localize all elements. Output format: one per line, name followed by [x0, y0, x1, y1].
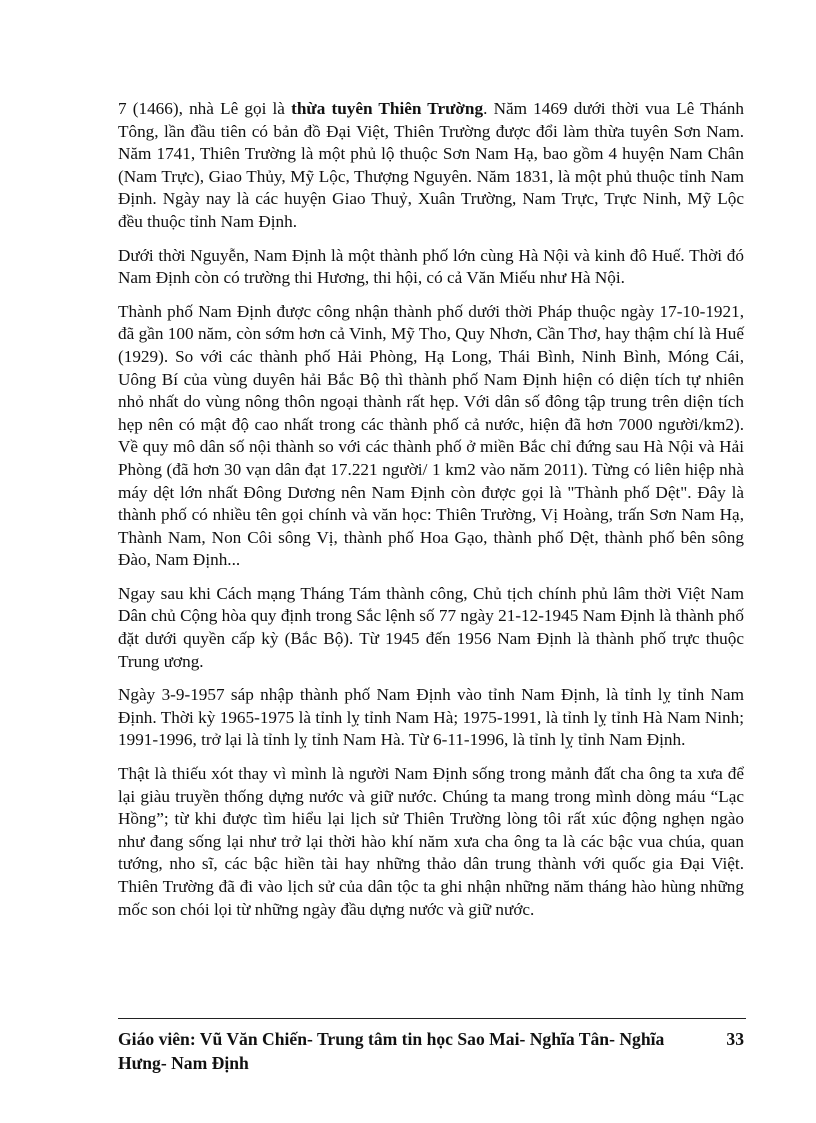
- footer-author-text: Giáo viên: Vũ Văn Chiến- Trung tâm tin học Sao Mai- Nghĩa Tân- Nghĩa Hưng- Nam Định: [118, 1029, 665, 1073]
- paragraph-text: 7 (1466), nhà Lê gọi là: [118, 99, 292, 118]
- paragraph-provincial-capital: Ngày 3-9-1957 sáp nhập thành phố Nam Định vào tỉnh Nam Định, là tỉnh lỵ tỉnh Nam Định. Thời kỳ 1965-1975 là tỉnh lỵ tỉnh Nam Hà; 1975-1991, là tỉnh lỵ tỉnh Hà Nam Ninh; 1991-1996, trở lại là tỉnh lỵ tỉnh Nam Hà. Từ 6-11-1996, là tỉnh lỵ tỉnh Nam Định.: [118, 685, 744, 750]
- document-body: [118, 98, 744, 932]
- page-number: 33: [726, 1029, 744, 1049]
- bold-term: thừa tuyên Thiên Trường: [291, 99, 484, 118]
- paragraph-nguyen-dynasty: Dưới thời Nguyễn, Nam Định là một thành phố lớn cùng Hà Nội và kinh đô Huế. Thời đó Nam Định còn có trường thi Hương, thi hội, có cả Văn Miếu như Hà Nội.: [118, 245, 744, 288]
- paragraph-city-recognition: Thành phố Nam Định được công nhận thành phố dưới thời Pháp thuộc ngày 17-10-1921, đã gần 100 năm, còn sớm hơn cả Vinh, Mỹ Tho, Quy Nhơn, Cần Thơ, hay thậm chí là Huế (1929). So với các thành phố Hải Phòng, Hạ Long, Thái Bình, Ninh Bình, Móng Cái, Uông Bí của vùng duyên hải Bắc Bộ thì thành phố Nam Định hiện có diện tích tự nhiên nhỏ nhất do vùng nông thôn ngoại thành rất hẹp. Với dân số đông tập trung trên diện tích hẹp nên có mật độ cao nhất trong các thành phố cả nước, hiện đã hơn 7000 người/km2). Về quy mô dân số nội thành so với các thành phố ở miền Bắc chỉ đứng sau Hà Nội và Hải Phòng (đã hơn 30 vạn dân đạt 17.221 người/ 1 km2 vào năm 2011). Từng có liên hiệp nhà máy dệt lớn nhất Đông Dương nên Nam Định còn được gọi là "Thành phố Dệt". Đây là thành phố có nhiều tên gọi chính và văn học: Thiên Trường, Vị Hoàng, trấn Sơn Nam Hạ, Thành Nam, Non Côi sông Vị, thành phố Hoa Gạo, thành phố Dệt, thành phố bên sông Đào, Nam Định...: [118, 301, 744, 570]
- footer-divider: [118, 1018, 746, 1019]
- paragraph-thien-truong-history: [118, 98, 744, 234]
- page-footer: [118, 1027, 746, 1075]
- paragraph-august-revolution: Ngay sau khi Cách mạng Tháng Tám thành công, Chủ tịch chính phủ lâm thời Việt Nam Dân chủ Cộng hòa quy định trong Sắc lệnh số 77 ngày 21-12-1945 Nam Định là thành phố đặt dưới quyền cấp kỳ (Bắc Bộ). Từ 1945 đến 1956 Nam Định là thành phố trực thuộc Trung ương.: [118, 583, 744, 671]
- paragraph-reflection: Thật là thiếu xót thay vì mình là người Nam Định sống trong mảnh đất cha ông ta xưa để lại giàu truyền thống dựng nước và giữ nước. Chúng ta mang trong mình dòng máu “Lạc Hồng”; từ khi được tìm hiểu lại lịch sử Thiên Trường lòng tôi rất xúc động nghẹn ngào như đang sống lại như trở lại thời hào khí năm xưa cha ông ta là các bậc vua chúa, quan tướng, nho sĩ, các bậc hiền tài hay những thảo dân trung thành với quốc gia Đại Việt. Thiên Trường đã đi vào lịch sử của dân tộc ta ghi nhận những năm tháng hào hùng những mốc son chói lọi từ những ngày đầu dựng nước và giữ nước.: [118, 764, 744, 919]
- paragraph-text: . Năm 1469 dưới thời vua Lê Thánh Tông, lần đầu tiên có bản đồ Đại Việt, Thiên Trường được đổi làm thừa tuyên Sơn Nam. Năm 1741, Thiên Trường là một phủ lộ thuộc Sơn Nam Hạ, bao gồm 4 huyện Nam Chân (Nam Trực), Giao Thủy, Mỹ Lộc, Thượng Nguyên. Năm 1831, là một phủ thuộc tỉnh Nam Định. Ngày nay là các huyện Giao Thuỷ, Xuân Trường, Nam Trực, Trực Ninh, Mỹ Lộc đều thuộc tỉnh Nam Định.: [118, 99, 744, 231]
